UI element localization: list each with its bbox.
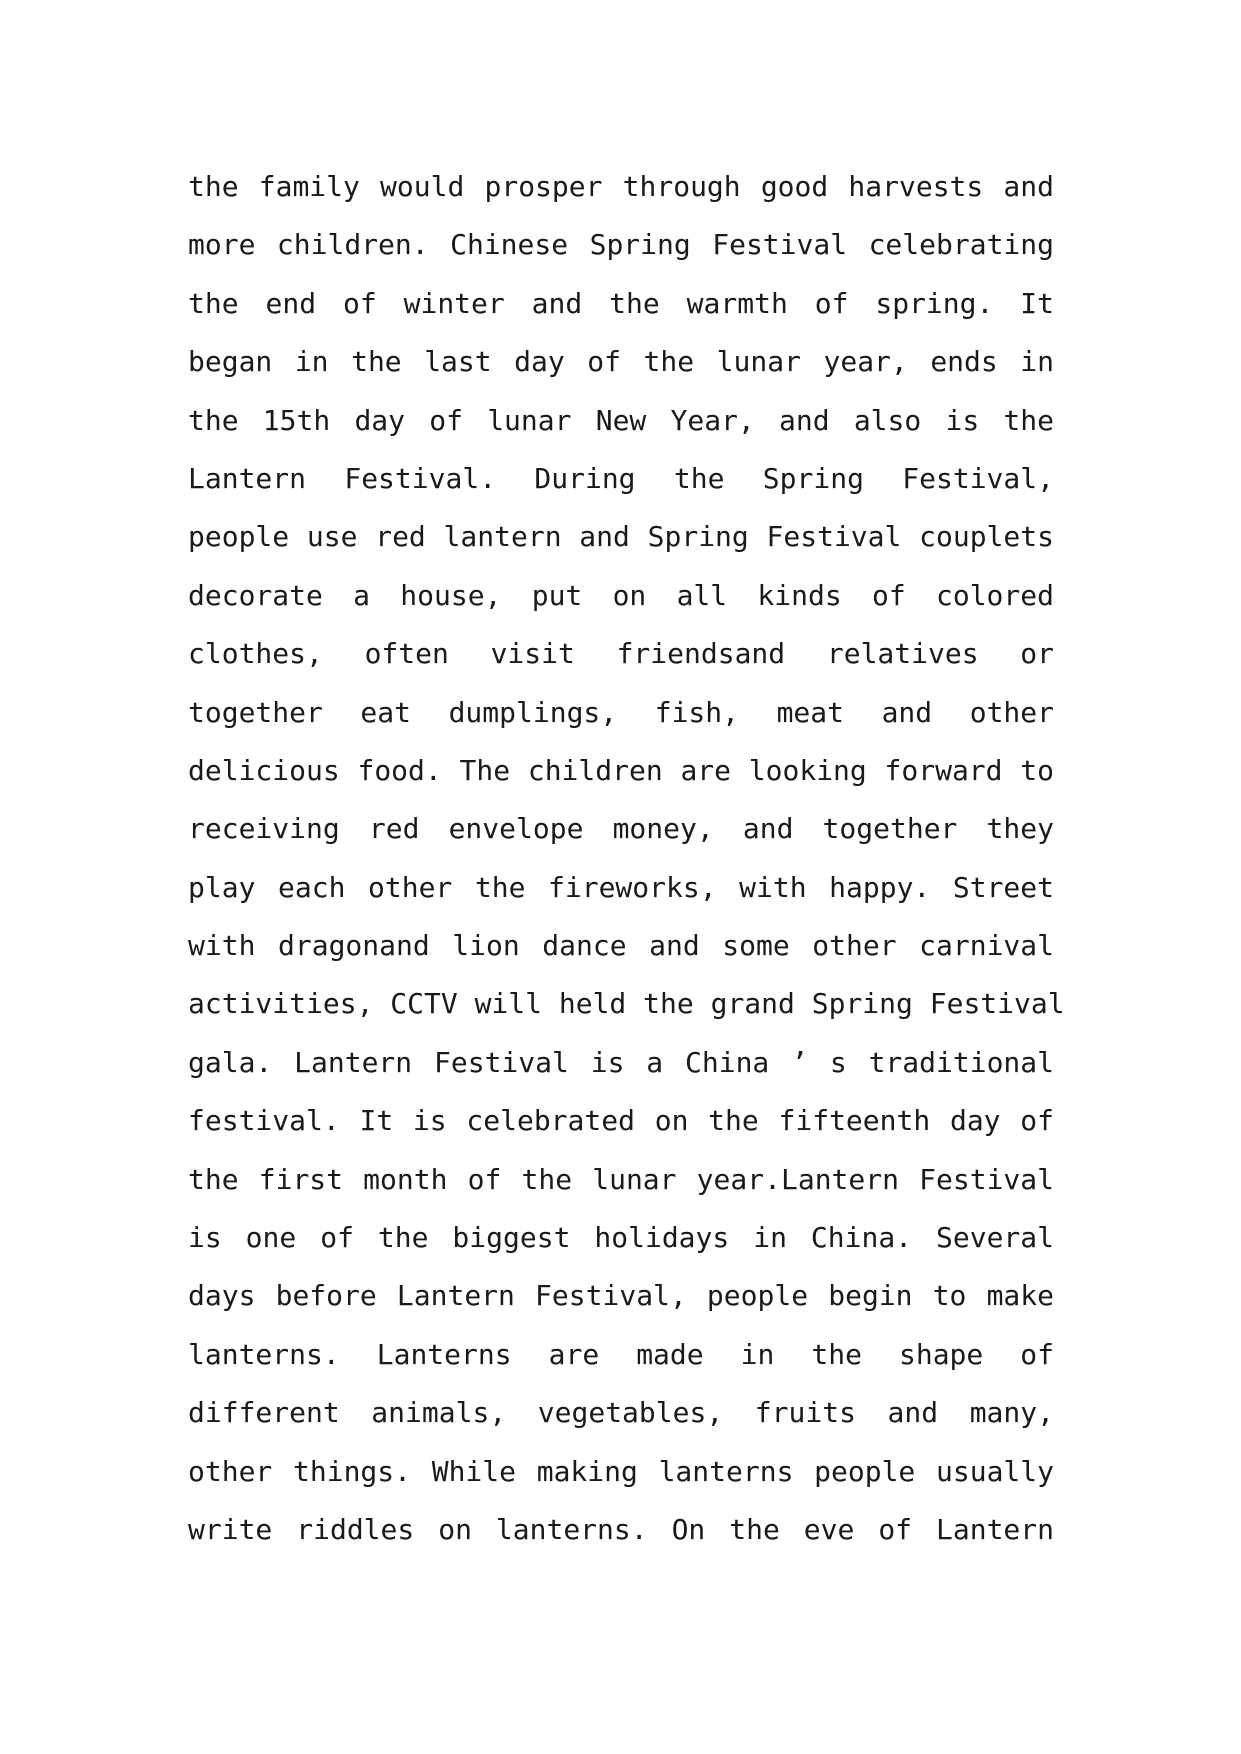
text-line: different animals, vegetables, fruits and many,	[188, 1396, 1054, 1430]
text-line: the family would prosper through good harvests and	[188, 170, 1054, 203]
text-line: Lantern Festival. During the Spring Festival,	[188, 461, 1054, 495]
text-line: the 15th day of lunar New Year, and also is the	[188, 403, 1054, 437]
text-line: other things. While making lanterns people usually	[188, 1454, 1054, 1488]
text-line: play each other the fireworks, with happy. Street	[188, 870, 1054, 904]
text-line: lanterns. Lanterns are made in the shape of	[188, 1337, 1054, 1371]
text-line: clothes, often visit friendsand relatives or	[188, 637, 1054, 671]
text-line: with dragonand lion dance and some other carnival	[188, 929, 1054, 963]
text-line: activities, CCTV will held the grand Spring Festival	[188, 987, 1065, 1021]
text-line: people use red lantern and Spring Festival couplets	[188, 520, 1054, 554]
text-line: more children. Chinese Spring Festival celebrating	[188, 228, 1054, 262]
text-line: began in the last day of the lunar year, ends in	[188, 345, 1054, 379]
text-line: days before Lantern Festival, people begin to make	[188, 1279, 1054, 1313]
text-line: is one of the biggest holidays in China. Several	[188, 1221, 1054, 1255]
text-line: festival. It is celebrated on the fifteenth day of	[188, 1104, 1054, 1138]
text-line: decorate a house, put on all kinds of colored	[188, 578, 1054, 612]
body-text	[188, 162, 1065, 1563]
text-line: delicious food. The children are looking forward to	[188, 753, 1054, 787]
text-line: gala. Lantern Festival is a China ’ s traditional	[188, 1045, 1054, 1079]
text-line: the end of winter and the warmth of spring. It	[188, 286, 1054, 320]
text-line: write riddles on lanterns. On the eve of Lantern	[188, 1512, 1054, 1546]
text-line: receiving red envelope money, and together they	[188, 812, 1054, 846]
text-line: the first month of the lunar year.Lantern Festival	[188, 1162, 1054, 1196]
text-line: together eat dumplings, fish, meat and other	[188, 695, 1054, 729]
